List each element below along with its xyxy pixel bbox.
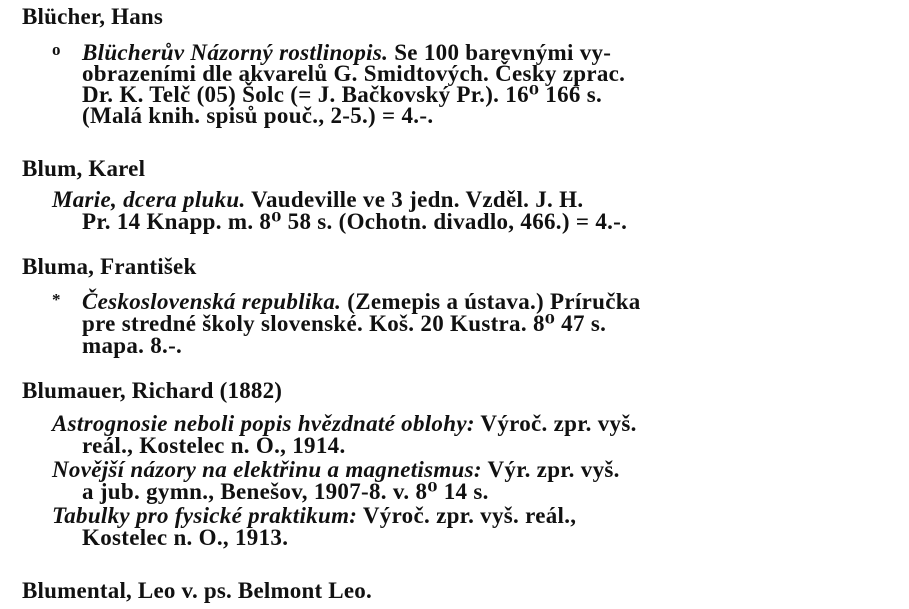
entry-title: Blücherův Názorný rostlinopis.	[82, 40, 389, 65]
entry-mark: *	[52, 290, 61, 309]
entry-text: Výr. zpr. vyš.	[481, 457, 620, 482]
entry-title: Astrognosie neboli popis hvězdnaté oblohy:	[52, 411, 475, 436]
entry-text: Výroč. zpr. vyš. reál.,	[357, 503, 577, 528]
entry-author: Blumauer, Richard (1882)	[22, 378, 283, 403]
entry-author: Blücher, Hans	[22, 4, 164, 29]
entry-text: Se 100 barevnými vy-	[388, 40, 612, 65]
entry-text: Vaudeville ve 3 jedn. Vzděl. J. H.	[245, 187, 584, 212]
entry-title: Tabulky pro fysické praktikum:	[52, 503, 358, 528]
entry-mark: o	[52, 40, 61, 59]
entry-title: Marie, dcera pluku.	[52, 187, 246, 212]
entry-text: (Zemepis a ústava.) Príručka	[341, 289, 641, 314]
entry-line: reál., Kostelec n. O., 1914.	[82, 433, 346, 458]
entry-line: obrazeními dle akvarelů G. Smidtových. Česky zprac.	[82, 61, 626, 86]
entry-line: Pr. 14 Knapp. m. 8⁰ 58 s. (Ochotn. divadlo, 466.) = 4.-.	[82, 209, 628, 234]
entry-author: Blum, Karel	[22, 156, 146, 181]
entry-text: Výroč. zpr. vyš.	[474, 411, 637, 436]
entry-line: pre stredné školy slovenské. Koš. 20 Kustra. 8⁰ 47 s.	[82, 311, 607, 336]
entry-title: Novější názory na elektřinu a magnetismus:	[52, 457, 482, 482]
entry-title: Československá republika.	[82, 289, 342, 314]
entry-line: Dr. K. Telč (05) Šolc (= J. Bačkovský Pr.). 16⁰ 166 s.	[82, 82, 603, 107]
entry-line: a jub. gymn., Benešov, 1907-8. v. 8⁰ 14 s.	[82, 479, 489, 504]
entry-line: (Malá knih. spisů pouč., 2-5.) = 4.-.	[82, 103, 434, 128]
entry-line: Kostelec n. O., 1913.	[82, 525, 289, 550]
entry-author: Blumental, Leo v. ps. Belmont Leo.	[22, 578, 372, 603]
entry-author: Bluma, František	[22, 254, 197, 279]
entry-line: mapa. 8.-.	[82, 333, 183, 358]
